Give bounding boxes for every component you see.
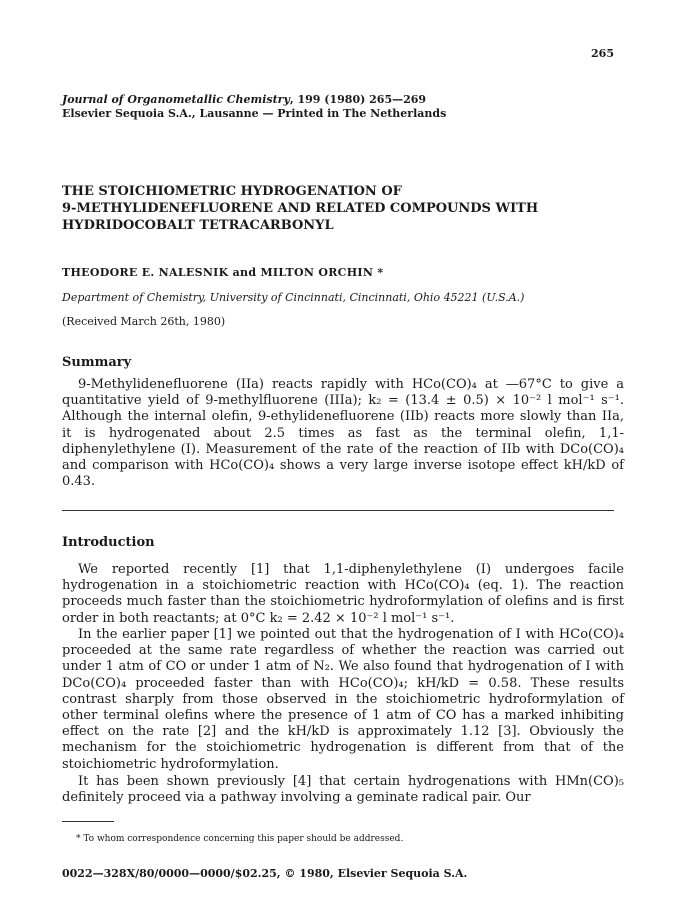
author-affiliation: Department of Chemistry, University of Cincinnati, Cincinnati, Ohio 45221 (U.S.A.)	[62, 291, 525, 304]
article-title	[62, 183, 622, 234]
copyright-line: 0022—328X/80/0000—0000/$02.25, © 1980, Elsevier Sequoia S.A.	[62, 867, 468, 880]
article-title-line: 9-METHYLIDENEFLUORENE AND RELATED COMPOUNDS WITH	[62, 201, 539, 216]
introduction-paragraph: We reported recently [1] that 1,1-diphenylethylene (I) undergoes facile hydrogenation in a stoichiometric reaction with HCo(CO)₄ (eq. 1). The reaction proceeds much faster than the stoichiometric hydroformylation of olefins and is first order in both reactants; at 0°C k₂ = 2.42 × 10⁻² l mol⁻¹ s⁻¹.	[62, 562, 624, 626]
article-title-line: HYDRIDOCOBALT TETRACARBONYL	[62, 218, 334, 233]
received-date: (Received March 26th, 1980)	[62, 315, 226, 328]
introduction-heading: Introduction	[62, 535, 155, 550]
journal-volume-pages: , 199 (1980) 265—269	[289, 93, 427, 106]
introduction-paragraph: In the earlier paper [1] we pointed out that the hydrogenation of I with HCo(CO)₄ proceeded at the same rate regardless of whether the reaction was carried out under 1 atm of CO or under 1 atm of N₂. We also found that hydrogenation of I with DCo(CO)₄ proceeded faster than with HCo(CO)₄; kH/kD = 0.58. These results contrast sharply from those observed in the stoichiometric hydroformylation of other terminal olefins where the presence of 1 atm of CO has a marked inhibiting effect on the rate [2] and the kH/kD is approximately 1.12 [3]. Obviously the mechanism for the stoichiometric hydrogenation is different from that of the stoichiometric hydroformylation.	[62, 627, 624, 772]
article-authors: THEODORE E. NALESNIK and MILTON ORCHIN *	[62, 266, 384, 279]
journal-name: Journal of Organometallic Chemistry	[62, 93, 290, 106]
summary-divider	[62, 510, 614, 511]
journal-publisher: Elsevier Sequoia S.A., Lausanne — Printed in The Netherlands	[62, 107, 447, 120]
footnote: * To whom correspondence concerning this paper should be addressed.	[76, 834, 404, 844]
journal-citation-line	[62, 93, 622, 107]
article-title-line: THE STOICHIOMETRIC HYDROGENATION OF	[62, 184, 402, 199]
journal-header	[62, 93, 622, 121]
introduction-paragraph: It has been shown previously [4] that certain hydrogenations with HMn(CO)₅ definitely proceed via a pathway involving a geminate radical pair. Our	[62, 774, 624, 806]
page-number: 265	[591, 47, 614, 60]
summary-heading: Summary	[62, 355, 132, 370]
footnote-divider	[62, 821, 114, 822]
summary-text: 9-Methylidenefluorene (IIa) reacts rapidly with HCo(CO)₄ at —67°C to give a quantitative yield of 9-methylfluorene (IIIa); k₂ = (13.4 ± 0.5) × 10⁻² l mol⁻¹ s⁻¹. Although the internal olefin, 9-ethylidenefluorene (IIb) reacts more slowly than IIa, it is hydrogenated about 2.5 times as fast as the terminal olefin, 1,1-diphenylethylene (I). Measurement of the rate of the reaction of IIb with DCo(CO)₄ and comparison with HCo(CO)₄ shows a very large inverse isotope effect kH/kD of 0.43.	[62, 377, 624, 490]
